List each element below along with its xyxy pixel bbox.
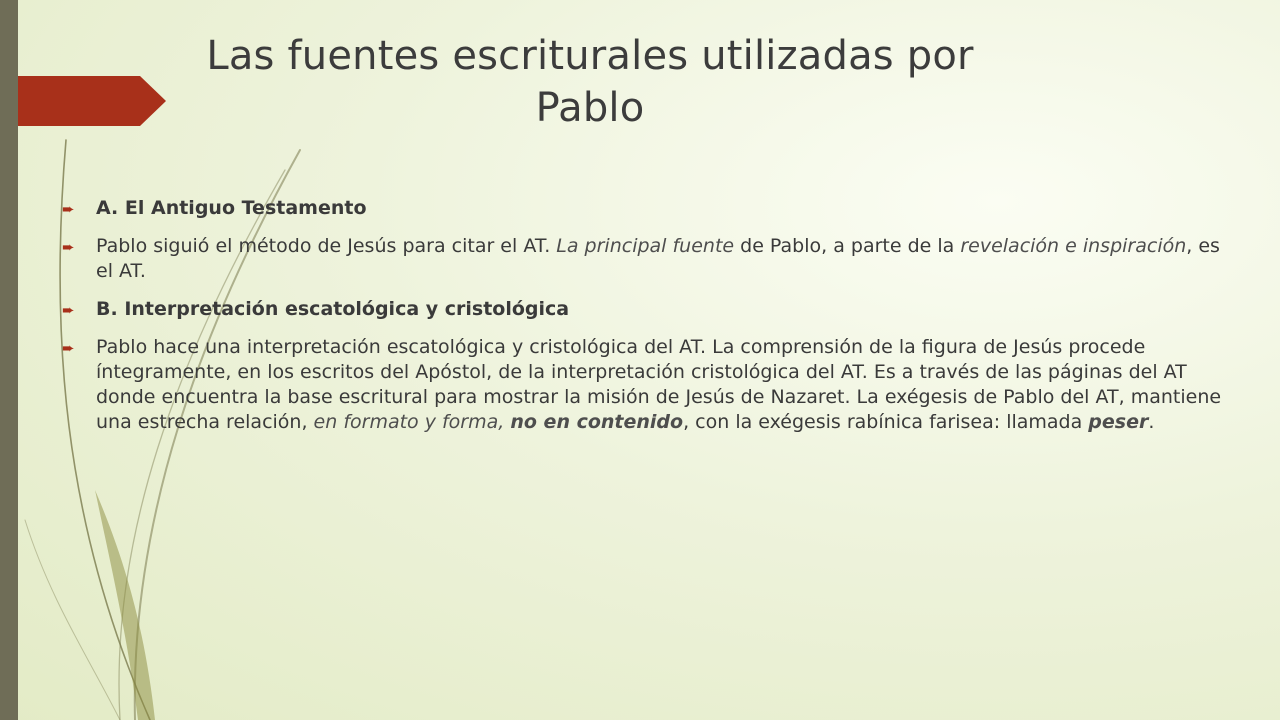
bullet-list <box>62 196 1222 448</box>
section-heading <box>62 297 1222 322</box>
text-run: , es el AT. <box>96 235 1220 282</box>
text-run: B. Interpretación escatológica y cristológica <box>96 298 570 320</box>
body-paragraph <box>62 234 1222 284</box>
item-text <box>96 235 1220 282</box>
text-run: La principal fuente <box>556 235 735 257</box>
arrow-bullet-icon: ➨ <box>62 238 75 256</box>
title-accent-tab <box>18 76 166 126</box>
text-run: en formato y forma, <box>313 411 505 433</box>
text-run: peser <box>1088 411 1149 433</box>
text-run: . <box>1148 411 1155 433</box>
arrow-bullet-icon: ➨ <box>62 200 75 218</box>
text-run: de Pablo, a parte de la <box>734 235 961 257</box>
item-text <box>96 336 1221 433</box>
text-run: , con la exégesis rabínica farisea: llamada <box>683 411 1089 433</box>
text-run: Pablo hace una interpretación escatológica y cristológica del AT. La comprensión de la figura de Jesús procede íntegramente, en los escritos del Apóstol, de la interpretación cristológica del AT. Es a través de las páginas del AT donde encuentra la base escritural para mostrar la misión de Jesús de Nazaret. La exégesis de Pablo del AT, mantiene una estrecha relación, <box>96 336 1222 433</box>
item-text <box>96 298 569 320</box>
text-run: Pablo siguió el método de Jesús para citar el AT. <box>96 235 557 257</box>
section-heading <box>62 196 1222 221</box>
item-text <box>96 197 367 219</box>
slide-title <box>160 30 1020 134</box>
text-run: no en contenido <box>510 411 684 433</box>
slide-title-line-2: Pablo <box>535 85 645 131</box>
text-run: revelación e inspiración <box>960 235 1187 257</box>
text-run: A. El Antiguo Testamento <box>96 197 367 219</box>
arrow-bullet-icon: ➨ <box>62 301 75 319</box>
arrow-bullet-icon: ➨ <box>62 339 75 357</box>
body-paragraph <box>62 335 1222 435</box>
left-accent-bar <box>0 0 18 720</box>
slide-title-line-1: Las fuentes escriturales utilizadas por <box>206 33 974 79</box>
